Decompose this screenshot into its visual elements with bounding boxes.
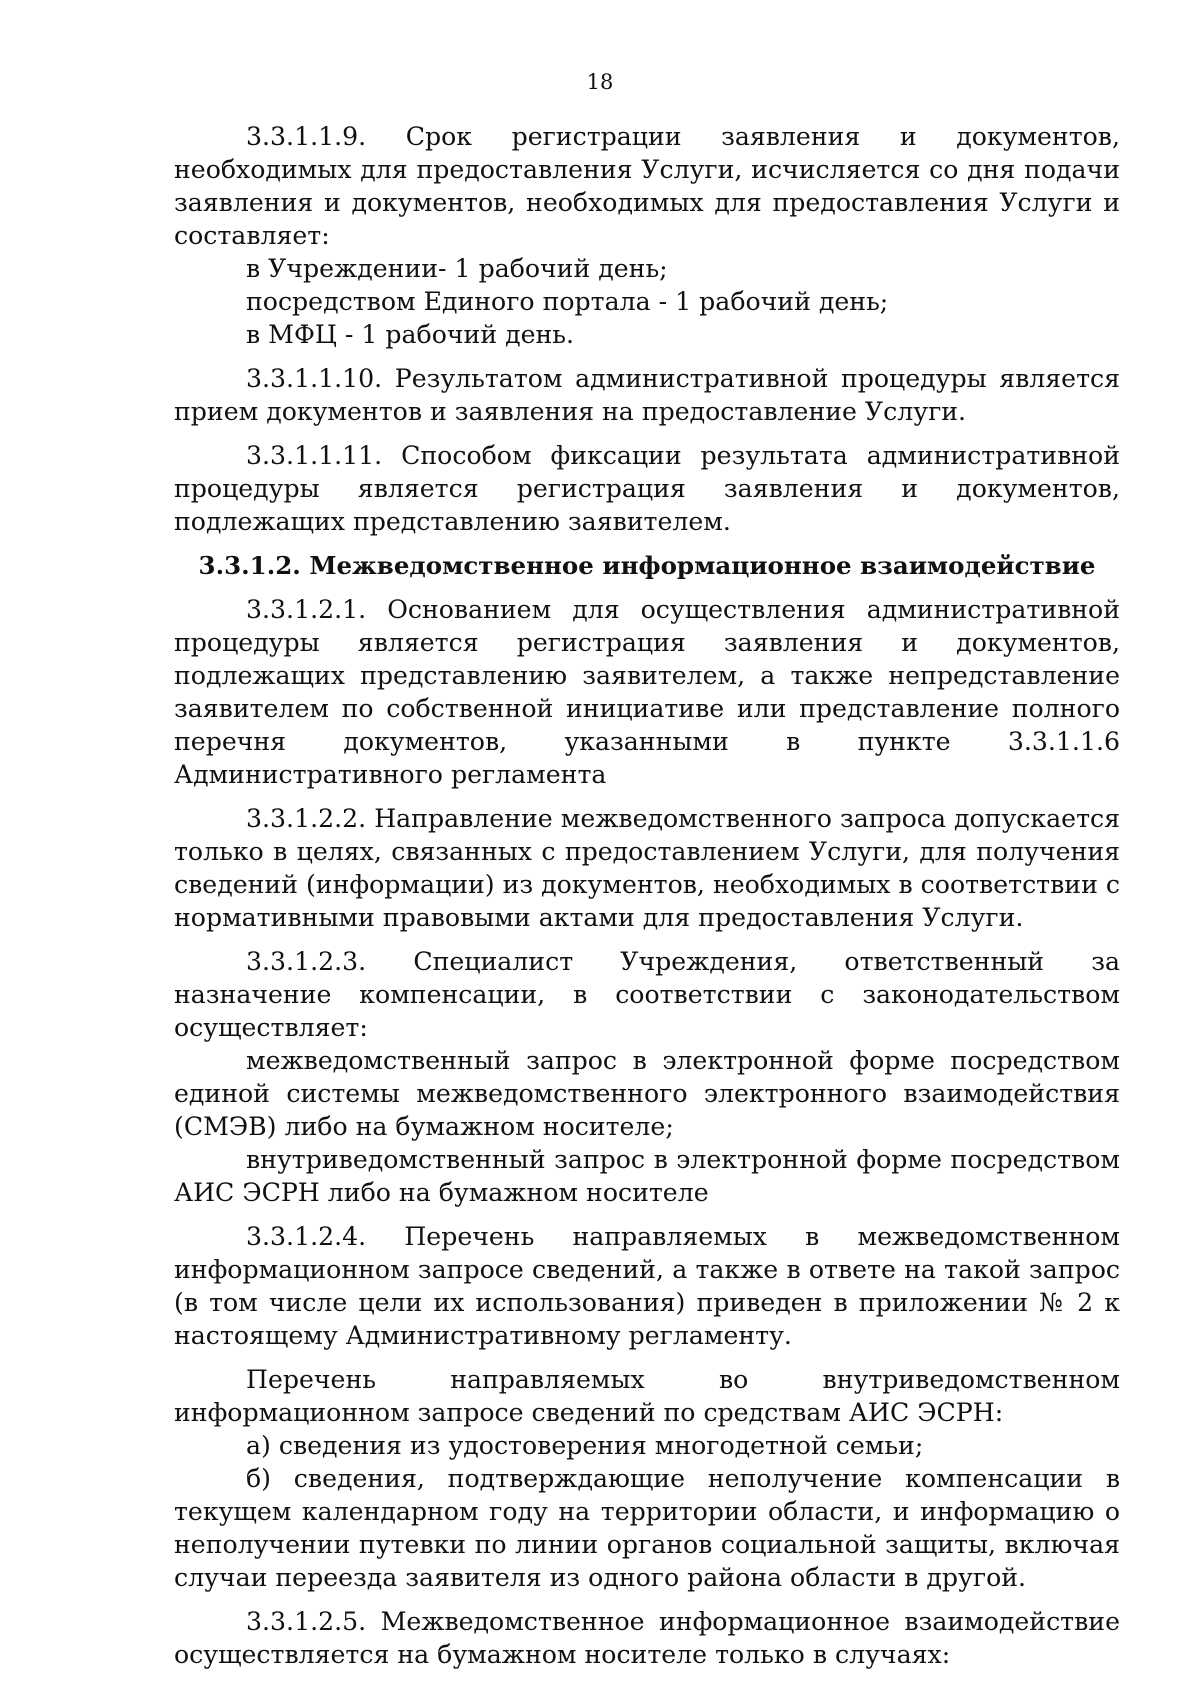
paragraph-list-item: в Учреждении- 1 рабочий день; — [246, 254, 668, 283]
paragraph-list-item: а) сведения из удостоверения многодетной семьи; — [246, 1431, 924, 1460]
page-number: 18 — [586, 70, 614, 94]
paragraph-list-item: в МФЦ - 1 рабочий день. — [246, 320, 575, 349]
section-heading: 3.3.1.2. Межведомственное информационное взаимодействие — [198, 551, 1096, 580]
paragraph-3-3-1-2-2: 3.3.1.2.2. Направление межведомственного запроса допускается только в целях, связанных с предоставлением Услуги, для получения сведений (информации) из документов, необходимых в соответствии с нормативными правовыми актами для предоставления Услуги. — [174, 804, 1120, 932]
paragraph-3-3-1-1-9: 3.3.1.1.9. Срок регистрации заявления и документов, необходимых для предоставления Услуги, исчисляется со дня подачи заявления и документов, необходимых для предоставления Услуги и составляет: — [174, 122, 1120, 250]
paragraph-3-3-1-1-11: 3.3.1.1.11. Способом фиксации результата административной процедуры является регистрация заявления и документов, подлежащих представлению заявителем. — [174, 441, 1120, 536]
paragraph-list-item: межведомственный запрос в электронной форме посредством единой системы межведомственного электронного взаимодействия (СМЭВ) либо на бумажном носителе; — [174, 1046, 1120, 1141]
paragraph-3-3-1-1-10: 3.3.1.1.10. Результатом административной процедуры является прием документов и заявления на предоставление Услуги. — [174, 364, 1120, 426]
paragraph-list-item: внутриведомственный запрос в электронной форме посредством АИС ЭСРН либо на бумажном носителе — [174, 1145, 1120, 1207]
paragraph-3-3-1-2-5: 3.3.1.2.5. Межведомственное информационное взаимодействие осуществляется на бумажном носителе только в случаях: — [174, 1607, 1120, 1669]
paragraph-list-item: б) сведения, подтверждающие неполучение компенсации в текущем календарном году на территории области, и информацию о неполучении путевки по линии органов социальной защиты, включая случаи переезда заявителя из одного района области в другой. — [174, 1464, 1120, 1592]
document-body — [174, 120, 1120, 1671]
paragraph-3-3-1-2-1: 3.3.1.2.1. Основанием для осуществления административной процедуры является регистрация заявления и документов, подлежащих представлению заявителем, а также непредставление заявителем по собственной инициативе или представление полного перечня документов, указанными в пункте 3.3.1.1.6 Административного регламента — [174, 595, 1120, 789]
paragraph-3-3-1-2-3: 3.3.1.2.3. Специалист Учреждения, ответственный за назначение компенсации, в соответствии с законодательством осуществляет: — [174, 947, 1120, 1042]
paragraph-list-item: посредством Единого портала - 1 рабочий день; — [246, 287, 889, 316]
paragraph-3-3-1-2-4: 3.3.1.2.4. Перечень направляемых в межведомственном информационном запросе сведений, а также в ответе на такой запрос (в том числе цели их использования) приведен в приложении № 2 к настоящему Административному регламенту. — [174, 1222, 1120, 1350]
paragraph-list-intro: Перечень направляемых во внутриведомственном информационном запросе сведений по средствам АИС ЭСРН: — [174, 1365, 1120, 1427]
